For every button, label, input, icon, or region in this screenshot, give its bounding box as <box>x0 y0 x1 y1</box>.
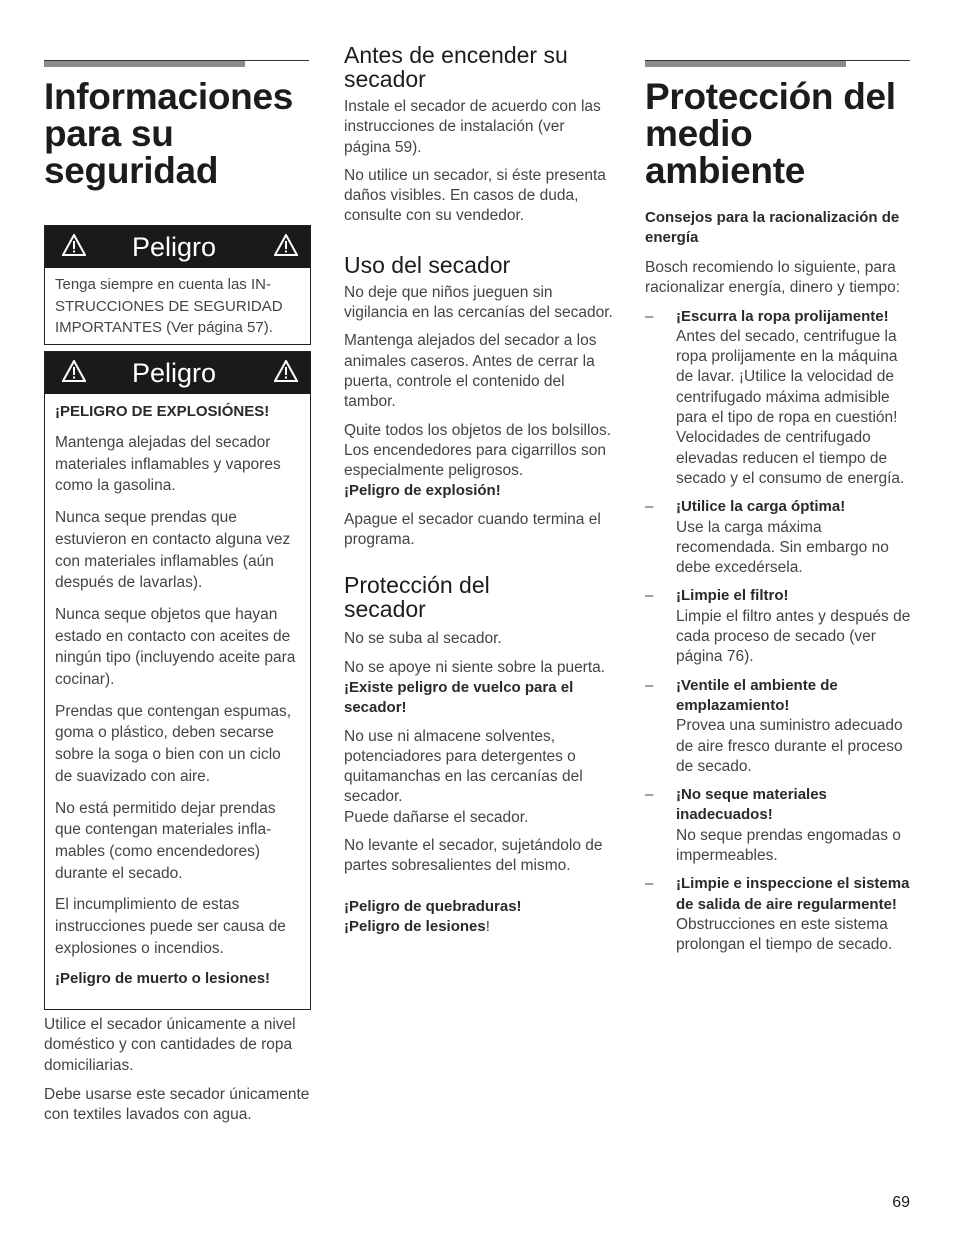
tip-item <box>645 497 911 578</box>
warning-triangle-icon <box>274 234 298 256</box>
danger-box-2-header <box>45 352 310 394</box>
danger-2-paragraph: Prendas que contengan espumas, goma o plástico, deben secarse sobre la soga o bien con un ciclo de suavizado con aire. <box>55 702 292 785</box>
warning-text: ¡Peligro de quebraduras! <box>344 897 522 915</box>
header-bar <box>44 61 245 67</box>
danger-2-heading: ¡PELIGRO DE EXPLOSIÓNES! <box>55 403 270 420</box>
warning-text: ¡Existe peligro de vuelco para el secador! <box>344 678 574 717</box>
tip-heading: ¡Limpie e inspeccione el sistema de salida de aire regularmente! <box>676 875 910 913</box>
tip-heading: ¡Ventile el ambiente de emplazamiento! <box>676 676 838 714</box>
intro-paragraph: Bosch recomiendo lo siguiente, para racionalizar energía, dinero y tiempo: <box>645 259 901 297</box>
subtitle: Consejos para la racionalización de energía <box>645 209 900 246</box>
danger-2-paragraph: El incumplimiento de estas instrucciones puede ser causa de explosiones o incendios. <box>55 896 286 957</box>
right-column <box>645 208 911 956</box>
tip-item <box>645 676 911 777</box>
tip-text: Limpie el filtro antes y después de cada proceso de secado (ver página 76). <box>676 607 911 666</box>
section-heading-protection: Protección del secador <box>344 572 490 623</box>
danger-2-paragraph: Nunca seque objetos que hayan estado en contacto con aceites de ningún tipo (incluyendo aceite para cocinar). <box>55 605 296 689</box>
tip-item <box>645 874 911 955</box>
tip-heading: ¡Utilice la carga óptima! <box>676 498 846 516</box>
tip-heading: ¡Limpie el filtro! <box>676 587 789 605</box>
header-rule <box>645 60 910 61</box>
warning-triangle-icon <box>274 360 298 382</box>
warning-text: ¡Peligro de explosión! <box>344 482 501 500</box>
danger-2-paragraph: No está permitido dejar prendas que contengan materiales infla-mables (como encendedores) durante el secado. <box>55 799 276 882</box>
danger-2-footer: ¡Peligro de muerto o lesiones! <box>55 970 271 988</box>
dash: – <box>645 786 654 804</box>
danger-1-text: Tenga siempre en cuenta las IN-STRUCCIONES DE SEGURIDAD IMPORTANTES (Ver página 57). <box>55 276 283 336</box>
tip-text: Provea una suministro adecuado de aire fresco durante el proceso de secado. <box>676 717 903 775</box>
section-heading-use: Uso del secador <box>344 251 511 278</box>
paragraph: No deje que niños jueguen sin vigilancia en las cercanías del secador. <box>344 283 613 322</box>
tip-item <box>645 785 911 866</box>
tip-heading: ¡No seque materiales inadecuados! <box>676 786 827 824</box>
dash: – <box>645 498 654 516</box>
dash: – <box>645 676 654 694</box>
paragraph: Apague el secador cuando termina el programa. <box>344 510 601 549</box>
danger-title: Peligro <box>132 358 217 388</box>
header-rule <box>44 60 309 61</box>
paragraph: No se apoye ni siente sobre la puerta. <box>344 658 606 676</box>
tip-item <box>645 586 911 667</box>
paragraph: No levante el secador, sujetándolo de partes sobresalientes del mismo. <box>344 837 603 875</box>
paragraph: Quite todos los objetos de los bolsillos. <box>344 421 612 439</box>
usage-paragraph: Utilice el secador únicamente a nivel doméstico y con cantidades de ropa domiciliarias. <box>44 1016 296 1074</box>
tip-item <box>645 307 911 490</box>
dash: – <box>645 875 654 893</box>
dash: – <box>645 587 654 605</box>
header-bar <box>645 61 846 67</box>
paragraph: Puede dañarse el secador. <box>344 808 529 826</box>
paragraph: Los encendedores para cigarrillos son especialmente peligrosos. <box>344 441 606 480</box>
section-heading-before-start: Antes de encender su secador <box>344 42 568 92</box>
tip-heading: ¡Escurra la ropa prolijamente! <box>676 307 889 325</box>
section-title-safety: Informaciones para su seguridad <box>44 76 293 191</box>
tip-text: No seque prendas engomadas o impermeables. <box>676 826 901 865</box>
danger-2-paragraph: Mantenga alejadas del secador materiales inflamables y vapores como la gasolina. <box>55 434 281 495</box>
exclamation: ! <box>485 917 490 935</box>
warning-triangle-icon <box>62 360 86 382</box>
tip-text: Antes del secado, centrifugue la ropa prolijamente en la máquina de lavar. ¡Utilice la velocidad de centrifugado máxima admisible para el tipo de ropa en cuestión! Velocidades de centrifugado elevadas reducen el tiempo de secado y el consumo de energía. <box>676 327 905 487</box>
tip-text: Use la carga máxima recomendada. Sin embargo no debe excedérsela. <box>676 518 889 577</box>
paragraph: Mantenga alejados del secador a los animales caseros. Antes de cerrar la puerta, controle el contenido del tambor. <box>344 332 597 411</box>
paragraph: No use ni almacene solventes, potenciadores para detergentes o quitamanchas en las cercanías del secador. <box>344 727 583 806</box>
tip-text: Obstrucciones en este sistema prolongan el tiempo de secado. <box>676 915 893 954</box>
section-title-environment: Protección del medio ambiente <box>645 76 896 191</box>
warning-triangle-icon <box>62 234 86 256</box>
middle-column <box>344 43 614 937</box>
usage-paragraph: Debe usarse este secador únicamente con textiles lavados con agua. <box>44 1085 310 1124</box>
danger-2-paragraph: Nunca seque prendas que estuvieron en contacto alguna vez con materiales inflamables (aún después de lavarlas). <box>55 509 291 592</box>
warning-text: ¡Peligro de lesiones <box>344 917 486 935</box>
danger-title: Peligro <box>132 232 217 262</box>
page-number: 69 <box>892 1194 910 1211</box>
paragraph: No se suba al secador. <box>344 630 502 648</box>
dash: – <box>645 307 654 325</box>
danger-box-1-header <box>45 226 310 268</box>
danger-box-1 <box>44 225 311 345</box>
paragraph: Instale el secador de acuerdo con las instrucciones de instalación (ver página 59). <box>344 98 601 156</box>
danger-box-2 <box>44 351 311 1010</box>
paragraph: No utilice un secador, si éste presenta daños visibles. En casos de duda, consulte con su vendedor. <box>344 166 606 225</box>
